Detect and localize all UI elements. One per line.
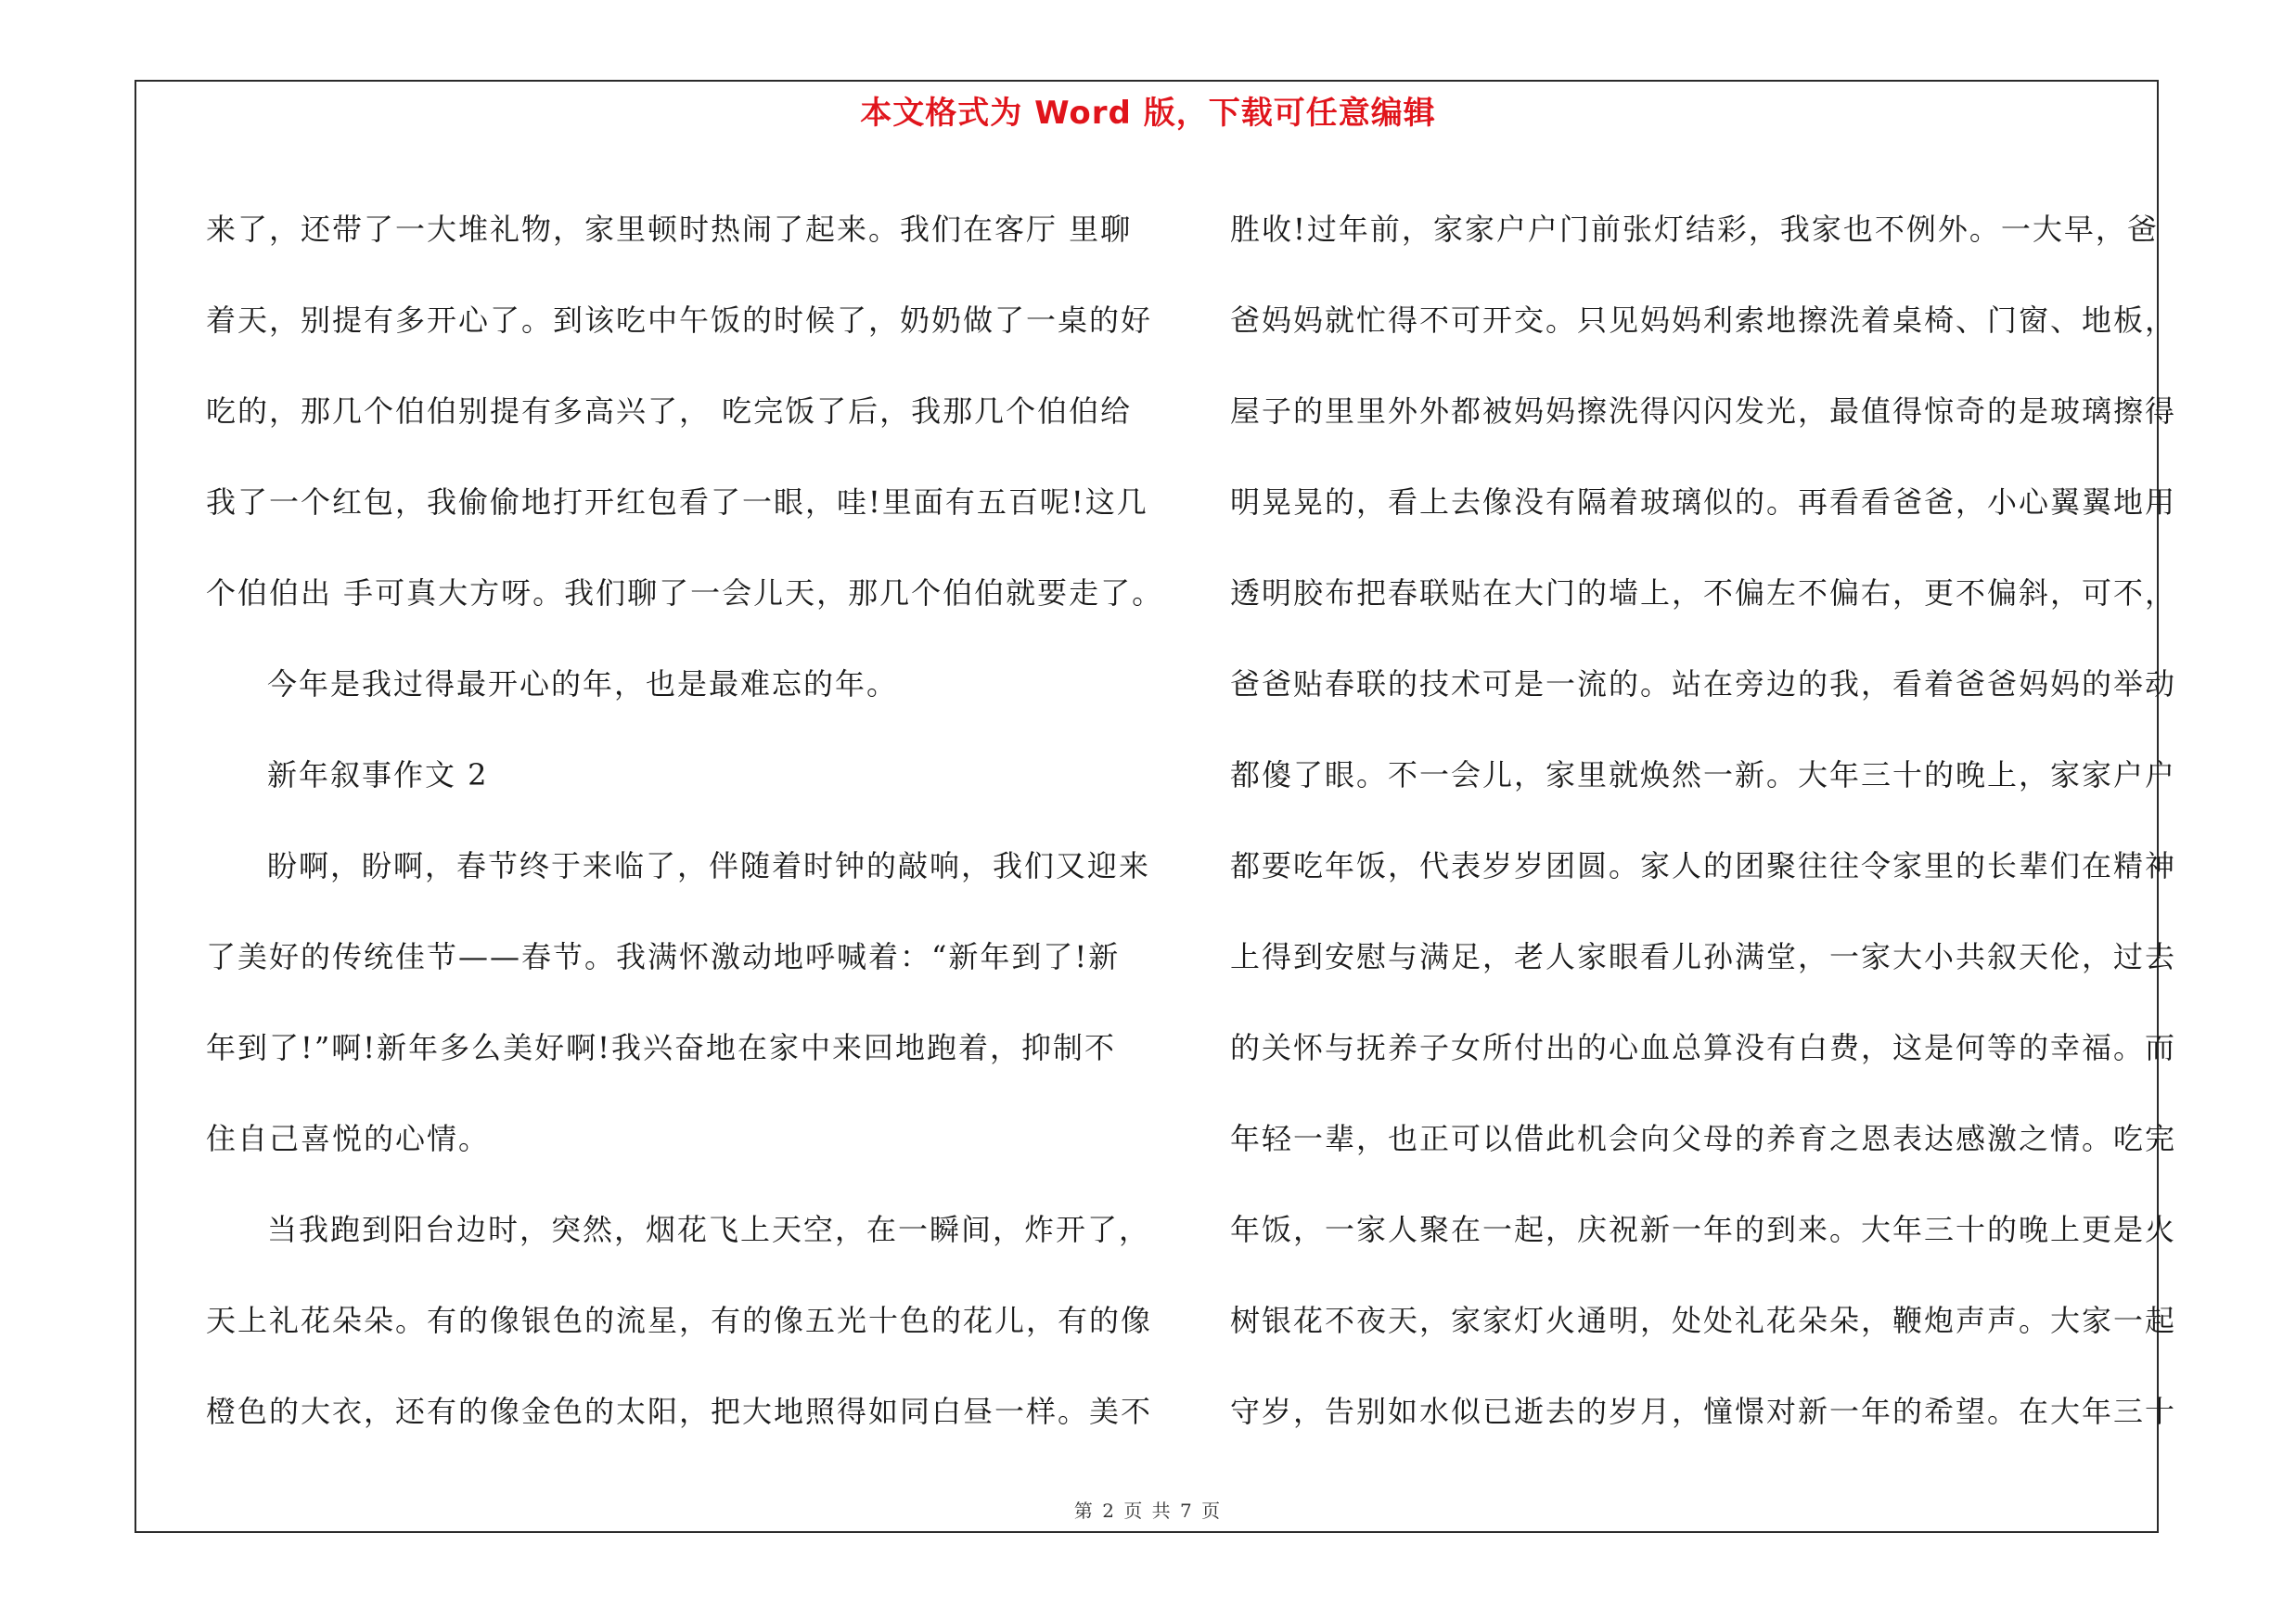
text-line: 天上礼花朵朵。有的像银色的流星，有的像五光十色的花儿，有的像 — [206, 1303, 1153, 1338]
text-line: 年轻一辈，也正可以借此机会向父母的养育之恩表达感激之情。吃完 — [1230, 1121, 2177, 1156]
text-line: 今年是我过得最开心的年，也是最难忘的年。 — [267, 666, 899, 702]
text-line: 来了，还带了一大堆礼物，家里顿时热闹了起来。我们在客厅 里聊 — [206, 212, 1133, 247]
text-line: 住自己喜悦的心情。 — [206, 1121, 491, 1156]
page-number-footer: 第 2 页 共 7 页 — [1073, 1500, 1223, 1522]
text-line: 个伯伯出 手可真大方呀。我们聊了一会儿天，那几个伯伯就要走了。 — [206, 575, 1164, 611]
text-line: 吃的，那几个伯伯别提有多高兴了， 吃完饭了后，我那几个伯伯给 — [206, 393, 1133, 429]
text-line: 上得到安慰与满足，老人家眼看儿孙满堂，一家大小共叙天伦，过去 — [1230, 939, 2177, 974]
right-text-column — [1230, 184, 2186, 1457]
text-line: 爸爸贴春联的技术可是一流的。站在旁边的我，看着爸爸妈妈的举动 — [1230, 666, 2177, 702]
text-line: 爸妈妈就忙得不可开交。只见妈妈利索地擦洗着桌椅、门窗、地板， — [1230, 303, 2177, 338]
text-line: 明晃晃的，看上去像没有隔着玻璃似的。再看看爸爸，小心翼翼地用 — [1230, 484, 2177, 520]
text-line: 守岁，告别如水似已逝去的岁月，憧憬对新一年的希望。在大年三十 — [1230, 1394, 2177, 1429]
word-format-banner: 本文格式为 Word 版，下载可任意编辑 — [860, 95, 1436, 132]
text-line: 新年叙事作文 2 — [267, 757, 489, 792]
text-line: 我了一个红包，我偷偷地打开红包看了一眼，哇!里面有五百呢!这几 — [206, 484, 1148, 520]
left-text-column — [206, 184, 1164, 1457]
text-line: 了美好的传统佳节——春节。我满怀激动地呼喊着：“新年到了!新 — [206, 939, 1121, 974]
text-line: 屋子的里里外外都被妈妈擦洗得闪闪发光，最值得惊奇的是玻璃擦得 — [1230, 393, 2177, 429]
text-line: 都要吃年饭，代表岁岁团圆。家人的团聚往往令家里的长辈们在精神 — [1230, 848, 2177, 883]
text-line: 树银花不夜天，家家灯火通明，处处礼花朵朵，鞭炮声声。大家一起 — [1230, 1303, 2177, 1338]
text-line: 年到了!”啊!新年多么美好啊!我兴奋地在家中来回地跑着，抑制不 — [206, 1030, 1116, 1065]
text-line: 年饭，一家人聚在一起，庆祝新一年的到来。大年三十的晚上更是火 — [1230, 1212, 2177, 1247]
text-line: 透明胶布把春联贴在大门的墙上，不偏左不偏右，更不偏斜，可不， — [1230, 575, 2177, 611]
text-line: 盼啊，盼啊，春节终于来临了，伴随着时钟的敲响，我们又迎来 — [267, 848, 1151, 883]
text-line: 都傻了眼。不一会儿，家里就焕然一新。大年三十的晚上，家家户户 — [1230, 757, 2177, 792]
text-line: 的关怀与抚养子女所付出的心血总算没有白费，这是何等的幸福。而 — [1230, 1030, 2177, 1065]
text-line: 橙色的大衣，还有的像金色的太阳，把大地照得如同白昼一样。美不 — [206, 1394, 1153, 1429]
text-line: 胜收!过年前，家家户户门前张灯结彩，我家也不例外。一大早，爸 — [1230, 212, 2159, 247]
text-line: 当我跑到阳台边时，突然，烟花飞上天空，在一瞬间，炸开了， — [267, 1212, 1151, 1247]
text-line: 着天，别提有多开心了。到该吃中午饭的时候了，奶奶做了一桌的好 — [206, 303, 1153, 338]
